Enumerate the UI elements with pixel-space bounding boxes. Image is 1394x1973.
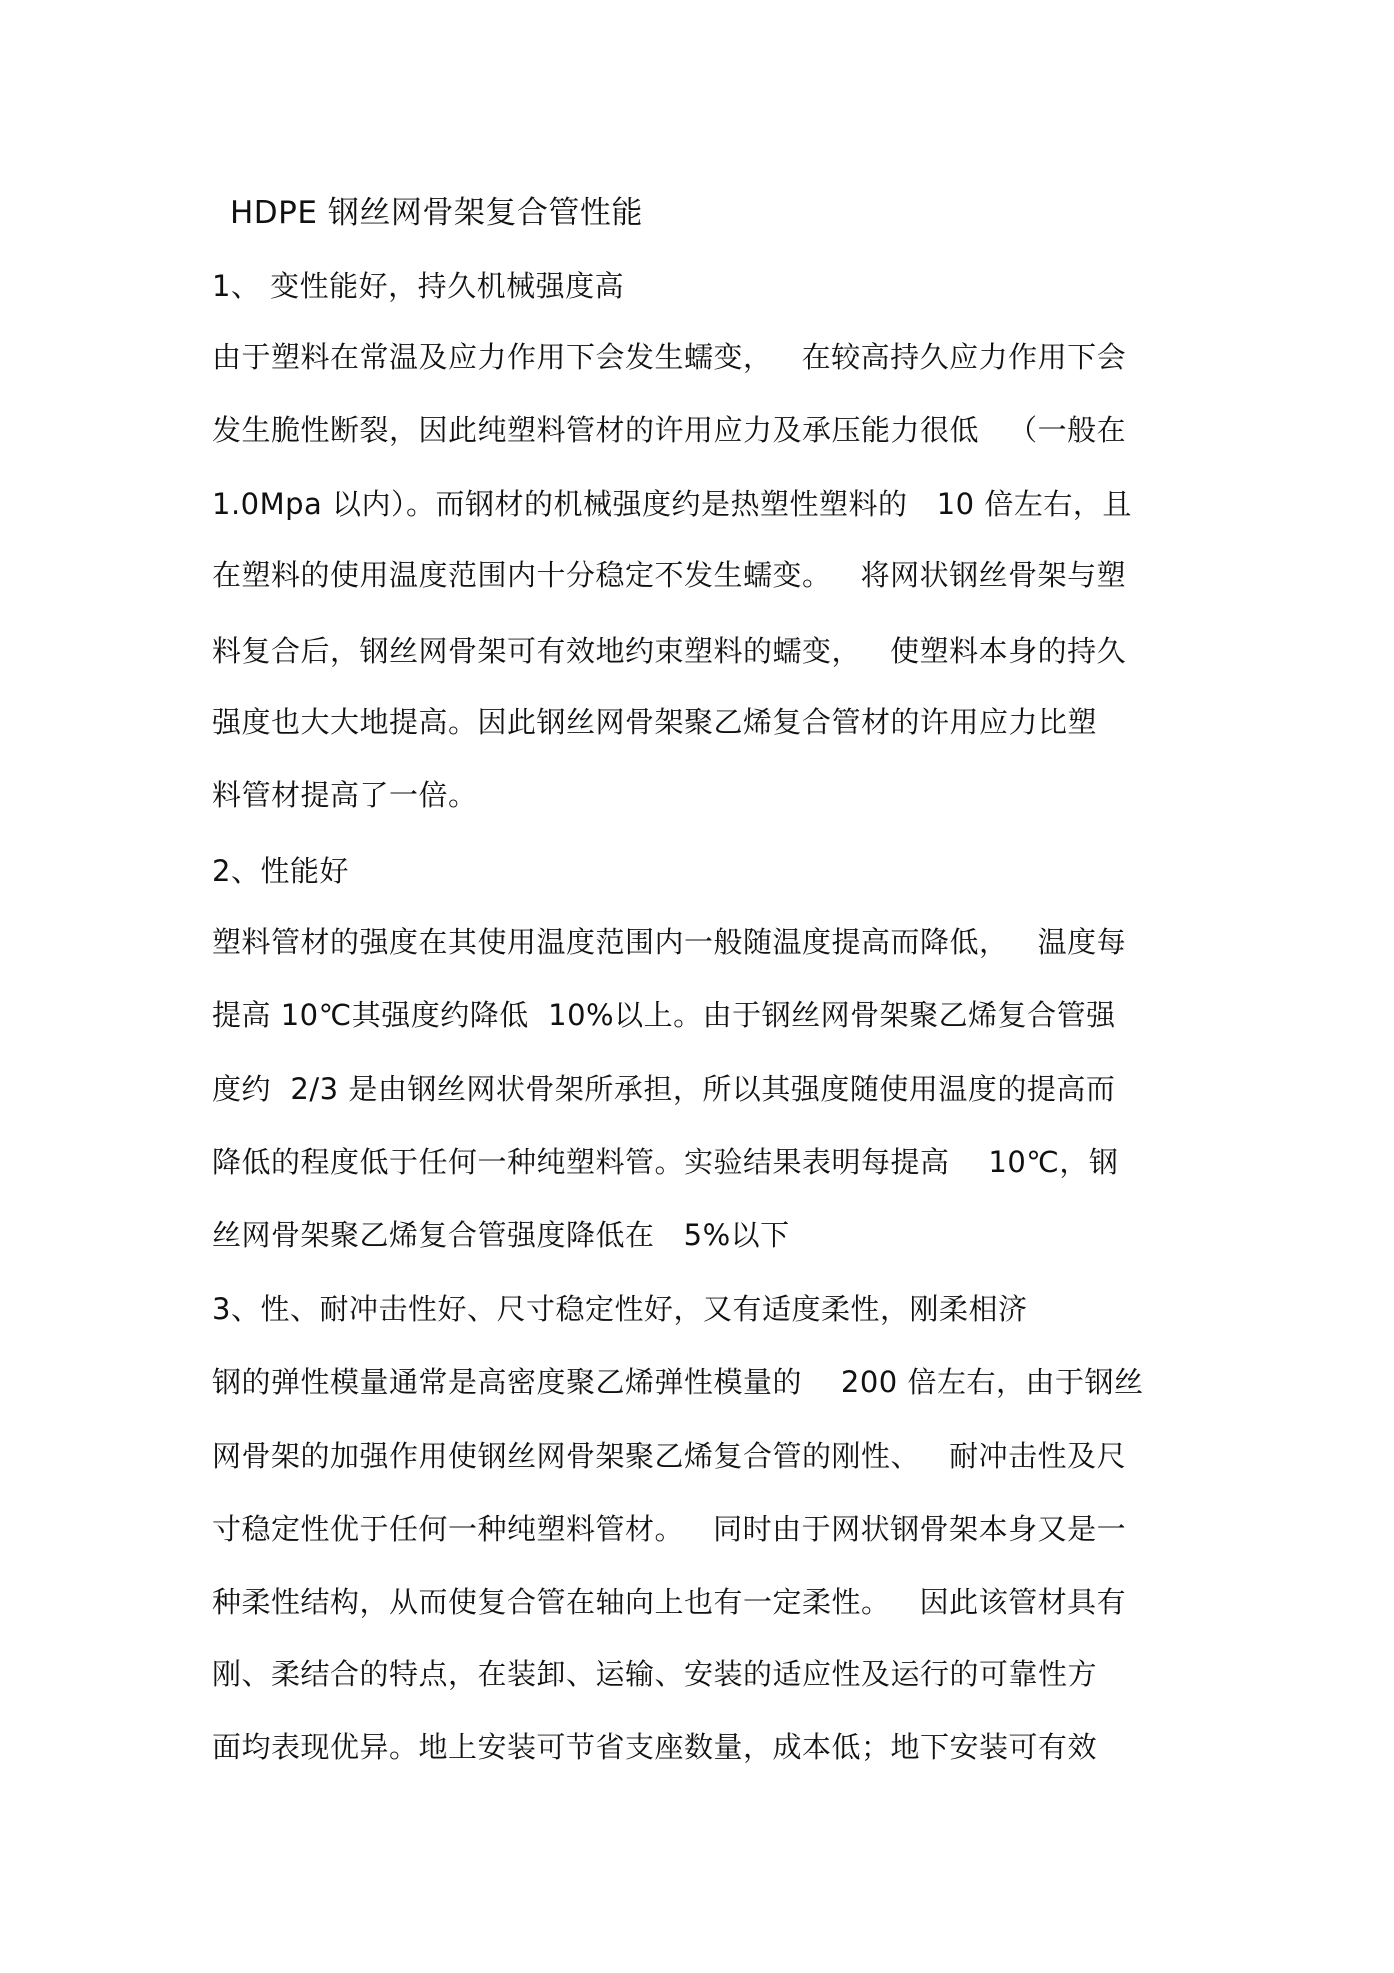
paragraph-line: 强度也大大地提高。因此钢丝网骨架聚乙烯复合管材的许用应力比塑 <box>212 705 1098 739</box>
paragraph-line: 寸稳定性优于任何一种纯塑料管材。 同时由于网状钢骨架本身又是一 <box>212 1512 1127 1546</box>
paragraph-line: 发生脆性断裂，因此纯塑料管材的许用应力及承压能力很低 （一般在 <box>212 413 1127 447</box>
paragraph-line: 网骨架的加强作用使钢丝网骨架聚乙烯复合管的刚性、 耐冲击性及尺 <box>212 1439 1127 1473</box>
paragraph-line: 降低的程度低于任何一种纯塑料管。实验结果表明每提高 10℃，钢 <box>212 1145 1119 1179</box>
section-heading-1: 1、 变性能好，持久机械强度高 <box>212 269 625 303</box>
paragraph-line: 种柔性结构，从而使复合管在轴向上也有一定柔性。 因此该管材具有 <box>212 1585 1127 1619</box>
paragraph-line: 丝网骨架聚乙烯复合管强度降低在 5%以下 <box>212 1218 790 1252</box>
paragraph-line: 刚、柔结合的特点，在装卸、运输、安装的适应性及运行的可靠性方 <box>212 1657 1098 1691</box>
paragraph-line: 在塑料的使用温度范围内十分稳定不发生蠕变。 将网状钢丝骨架与塑 <box>212 558 1127 592</box>
paragraph-line: 1.0Mpa 以内）。而钢材的机械强度约是热塑性塑料的 10 倍左右，且 <box>212 487 1132 521</box>
paragraph-line: 面均表现优异。地上安装可节省支座数量，成本低；地下安装可有效 <box>212 1730 1098 1764</box>
paragraph-line: 提高 10℃其强度约降低 10%以上。由于钢丝网骨架聚乙烯复合管强 <box>212 998 1116 1032</box>
section-heading-2: 2、性能好 <box>212 854 349 888</box>
paragraph-line: 由于塑料在常温及应力作用下会发生蠕变， 在较高持久应力作用下会 <box>212 340 1127 374</box>
paragraph-line: 料管材提高了一倍。 <box>212 778 478 812</box>
paragraph-line: 料复合后，钢丝网骨架可有效地约束塑料的蠕变， 使塑料本身的持久 <box>212 634 1127 668</box>
document-title: HDPE 钢丝网骨架复合管性能 <box>230 195 643 231</box>
paragraph-line: 钢的弹性模量通常是高密度聚乙烯弹性模量的 200 倍左右，由于钢丝 <box>212 1365 1144 1399</box>
section-heading-3: 3、性、耐冲击性好、尺寸稳定性好，又有适度柔性，刚柔相济 <box>212 1292 1028 1326</box>
paragraph-line: 塑料管材的强度在其使用温度范围内一般随温度提高而降低， 温度每 <box>212 925 1127 959</box>
paragraph-line: 度约 2/3 是由钢丝网状骨架所承担，所以其强度随使用温度的提高而 <box>212 1072 1116 1106</box>
